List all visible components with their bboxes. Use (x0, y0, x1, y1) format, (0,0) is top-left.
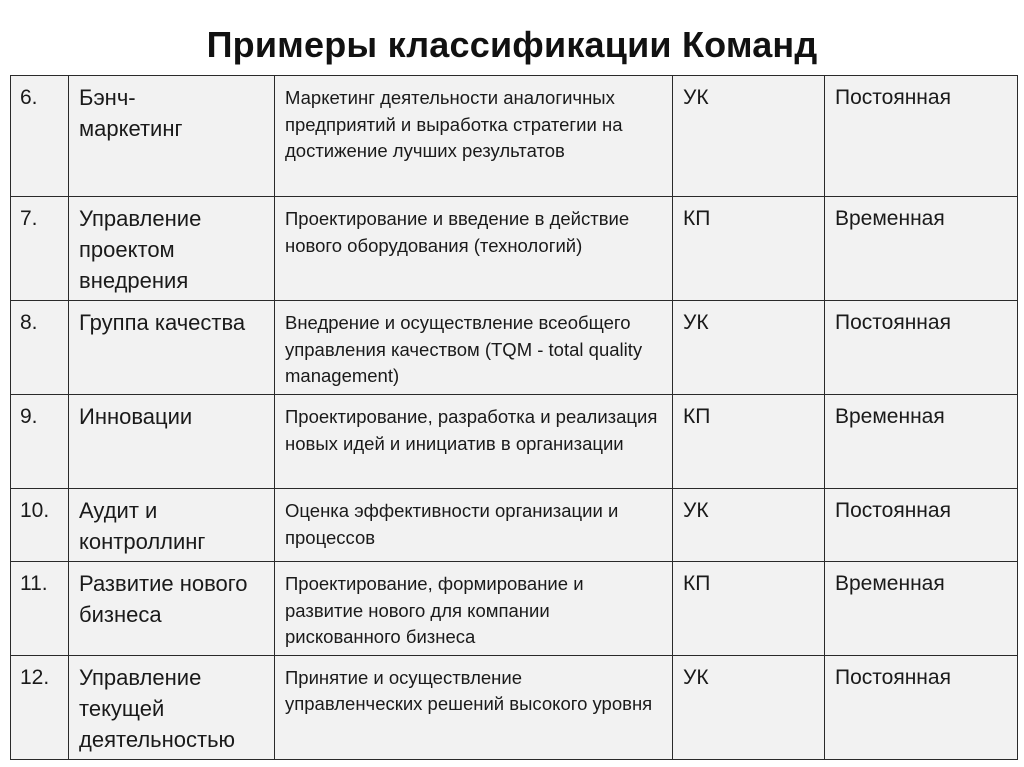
team-duration: Временная (825, 197, 1018, 301)
row-number: 8. (11, 301, 69, 395)
table-row (11, 489, 1018, 562)
team-type: КП (673, 562, 825, 656)
team-description: Проектирование, формирование и развитие нового для компании рискованного бизнеса (275, 562, 673, 656)
team-type: УК (673, 655, 825, 759)
row-number: 6. (11, 76, 69, 197)
team-name: Развитие нового бизнеса (69, 562, 275, 656)
table-row (11, 562, 1018, 656)
team-description: Принятие и осуществление управленческих решений высокого уровня (275, 655, 673, 759)
team-duration: Временная (825, 395, 1018, 489)
team-type: КП (673, 395, 825, 489)
table-row (11, 395, 1018, 489)
team-type: КП (673, 197, 825, 301)
team-name: Управление текущей деятельностью (69, 655, 275, 759)
row-number: 11. (11, 562, 69, 656)
team-type: УК (673, 301, 825, 395)
team-classification-table-wrap (10, 75, 1017, 760)
team-description: Оценка эффективности организации и процессов (275, 489, 673, 562)
team-name: Инновации (69, 395, 275, 489)
team-duration: Постоянная (825, 76, 1018, 197)
row-number: 12. (11, 655, 69, 759)
team-name: Бэнч- маркетинг (69, 76, 275, 197)
team-name: Аудит и контроллинг (69, 489, 275, 562)
row-number: 9. (11, 395, 69, 489)
team-name: Группа качества (69, 301, 275, 395)
table-row (11, 76, 1018, 197)
table-row (11, 197, 1018, 301)
slide-title: Примеры классификации Команд (206, 24, 818, 65)
row-number: 7. (11, 197, 69, 301)
team-description: Маркетинг деятельности аналогичных предприятий и выработка стратегии на достижение лучших результатов (275, 76, 673, 197)
team-classification-table (10, 75, 1018, 760)
team-name: Управление проектом внедрения (69, 197, 275, 301)
team-duration: Временная (825, 562, 1018, 656)
team-duration: Постоянная (825, 489, 1018, 562)
team-duration: Постоянная (825, 655, 1018, 759)
team-description: Проектирование, разработка и реализация новых идей и инициатив в организации (275, 395, 673, 489)
row-number: 10. (11, 489, 69, 562)
team-duration: Постоянная (825, 301, 1018, 395)
team-description: Внедрение и осуществление всеобщего управления качеством (TQM - total quality management) (275, 301, 673, 395)
team-description: Проектирование и введение в действие нового оборудования (технологий) (275, 197, 673, 301)
team-type: УК (673, 76, 825, 197)
table-row (11, 655, 1018, 759)
team-type: УК (673, 489, 825, 562)
table-row (11, 301, 1018, 395)
